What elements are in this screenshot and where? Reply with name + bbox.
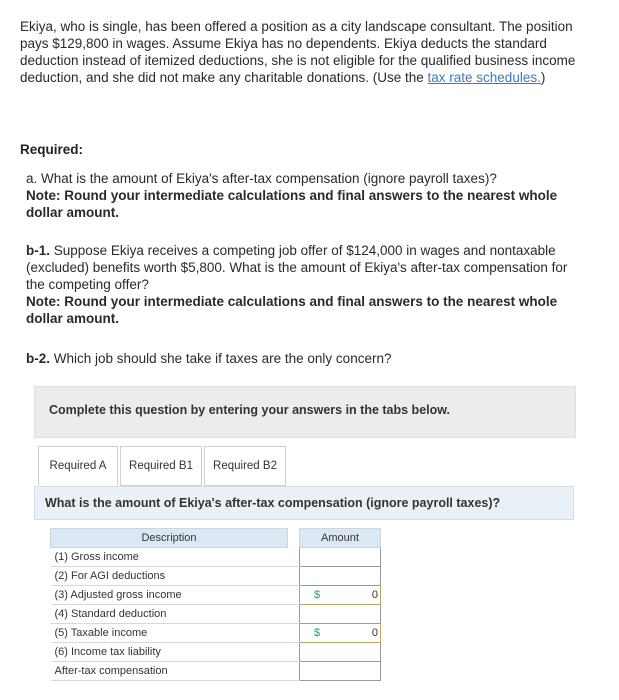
question-b1: [26, 242, 586, 327]
row-label: (4) Standard deduction: [51, 605, 288, 624]
panel-question: What is the amount of Ekiya's after-tax compensation (ignore payroll taxes)?: [45, 496, 501, 510]
problem-outro: ): [540, 70, 546, 85]
question-a-text: What is the amount of Ekiya's after-tax compensation (ignore payroll taxes)?: [41, 171, 497, 186]
problem-intro: Ekiya, who is single, has been offered a position as a city landscape consultant. The position pays $129,800 in wages. Assume Ekiya has no dependents. Ekiya deducts the standard deduction instead of itemized deductions, she is not eligible for the qualified business income deduction, and she did not make any charitable donations. (Use the: [20, 19, 576, 85]
gross-income-input[interactable]: [300, 548, 381, 567]
for-agi-deductions-input[interactable]: [300, 567, 381, 586]
question-a-label: a.: [26, 171, 38, 186]
row-label: (5) Taxable income: [51, 624, 288, 643]
question-panel: [34, 486, 574, 520]
computed-value: 0: [371, 589, 378, 601]
standard-deduction-input[interactable]: [300, 605, 381, 624]
income-tax-liability-input[interactable]: [300, 643, 381, 662]
question-b1-text: Suppose Ekiya receives a competing job offer of $124,000 in wages and nontaxable (excluded) benefits worth $5,800. What is the amount of Ekiya's after-tax compensation for the competing offer?: [26, 243, 568, 292]
instruction-box: [34, 386, 576, 438]
row-label: (3) Adjusted gross income: [51, 586, 288, 605]
instruction-text: Complete this question by entering your answers in the tabs below.: [49, 403, 450, 417]
required-heading: Required:: [20, 142, 84, 157]
tab-required-a[interactable]: Required A: [38, 446, 118, 486]
dollar-sign: $: [314, 627, 321, 639]
row-label: After-tax compensation: [51, 662, 288, 681]
tax-table: [50, 528, 381, 681]
taxable-income-value: [300, 624, 381, 643]
tab-required-b2[interactable]: Required B2: [204, 446, 286, 486]
dollar-sign: $: [314, 589, 321, 601]
table-row: [51, 643, 381, 662]
question-b2: [26, 350, 586, 367]
problem-statement: [20, 18, 580, 86]
question-a-note: Note: Round your intermediate calculations and final answers to the nearest whole dollar amount.: [26, 188, 558, 220]
row-label: (2) For AGI deductions: [51, 567, 288, 586]
tab-required-b1[interactable]: Required B1: [120, 446, 202, 486]
table-row: [51, 548, 381, 567]
table-row: [51, 624, 381, 643]
row-label: (6) Income tax liability: [51, 643, 288, 662]
question-b1-label: b-1.: [26, 243, 51, 258]
table-row: [51, 567, 381, 586]
adjusted-gross-income-value: [300, 586, 381, 605]
tax-rate-schedules-link[interactable]: tax rate schedules.: [427, 70, 541, 85]
question-b1-note: Note: Round your intermediate calculations and final answers to the nearest whole dollar amount.: [26, 294, 558, 326]
description-header: Description: [51, 529, 288, 548]
question-a: [26, 170, 586, 221]
after-tax-compensation-input[interactable]: [300, 662, 381, 681]
table-row: [51, 586, 381, 605]
amount-header: Amount: [300, 529, 381, 548]
table-row: [51, 662, 381, 681]
question-b2-label: b-2.: [26, 351, 51, 366]
question-b2-text: Which job should she take if taxes are the only concern?: [53, 351, 392, 366]
computed-value: 0: [371, 627, 378, 639]
row-label: (1) Gross income: [51, 548, 288, 567]
table-row: [51, 605, 381, 624]
